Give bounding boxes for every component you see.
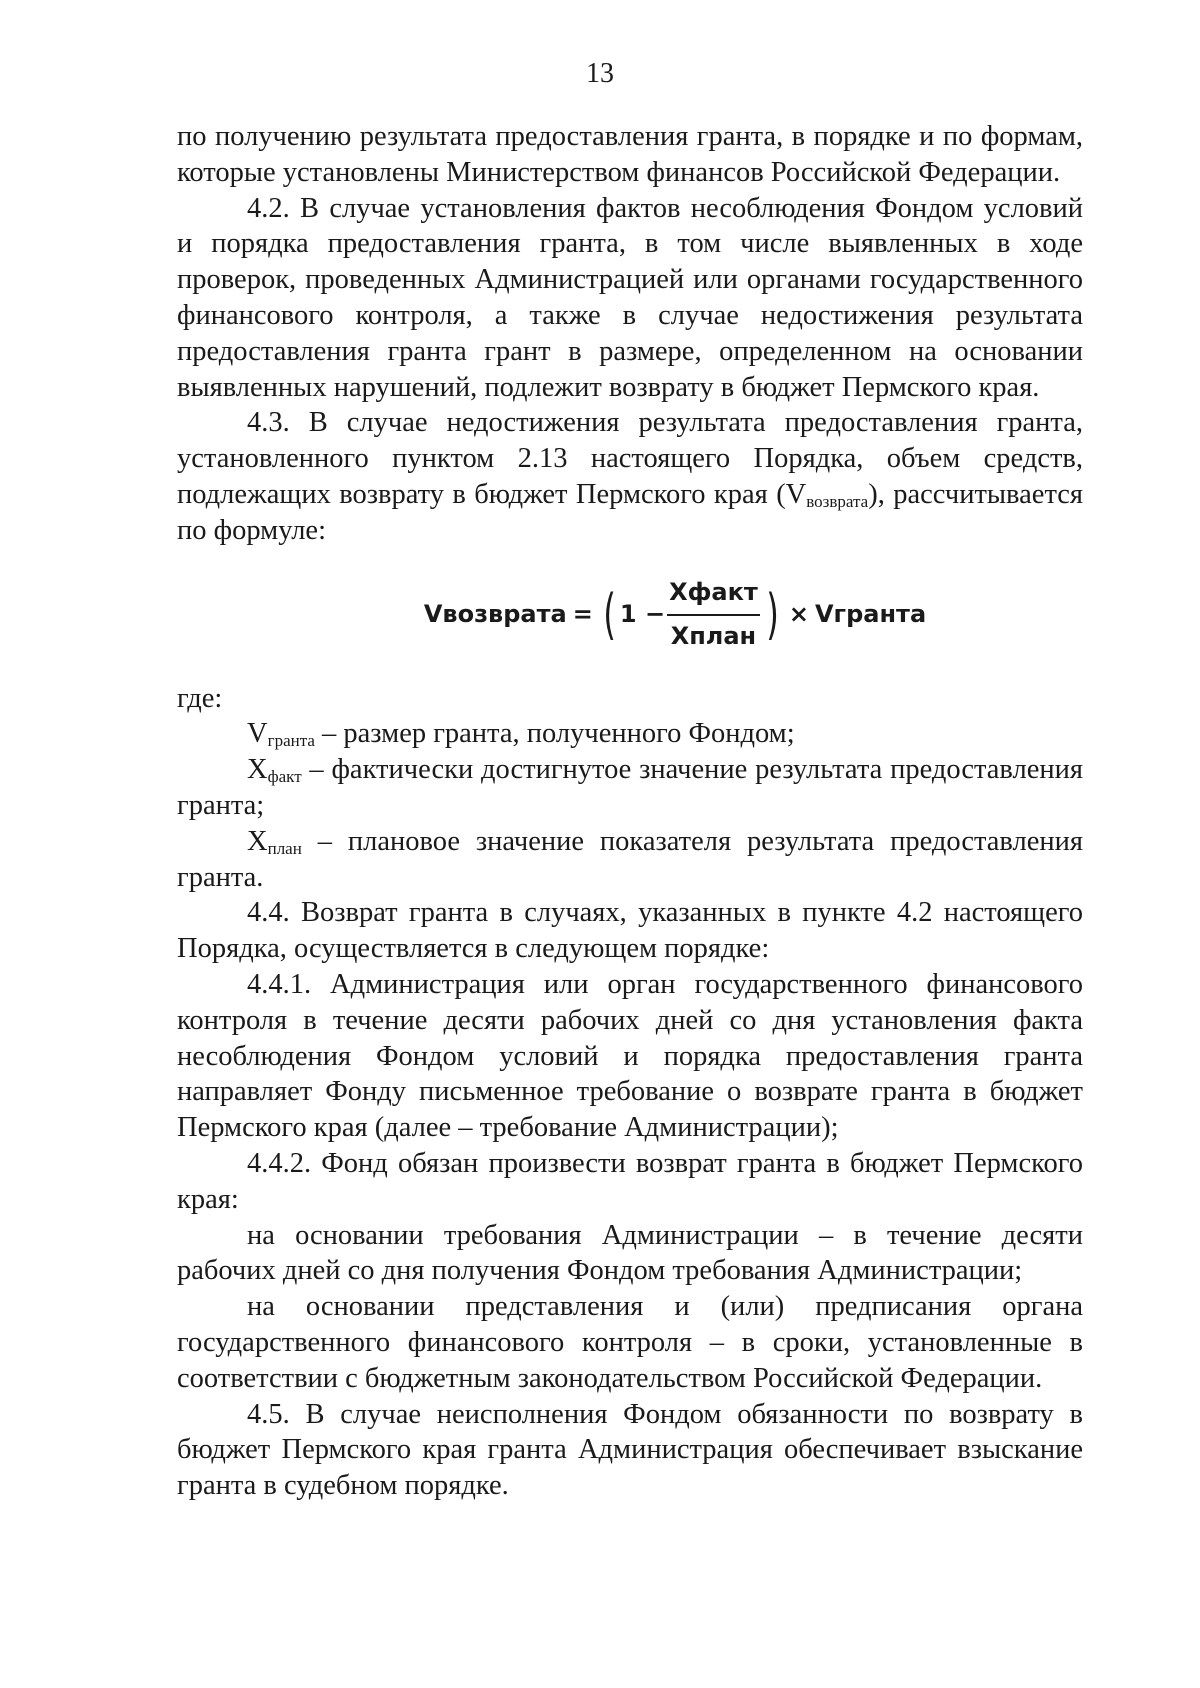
def2-symbol: Х [247, 754, 268, 786]
paragraph-4-1-end: по получению результата предоставления гранта, в порядке и по формам, которые установлены Министерством финансов Российской Федерации. [177, 121, 1083, 188]
definition-x-fakt [177, 752, 1083, 824]
document-body [177, 119, 1083, 1504]
paragraph-4-4-2: 4.4.2. Фонд обязан произвести возврат гранта в бюджет Пермского края: [177, 1147, 1083, 1215]
paragraph-4-4-1: 4.4.1. Администрация или орган государственного финансового контроля в течение десяти рабочих дней со дня установления факта несоблюдения Фондом условий и порядка предоставления гранта направляет Фонду письменное требование о возврате гранта в бюджет Пермского края (далее – требование Администрации); [177, 968, 1083, 1144]
formula-left-paren: ( [603, 582, 616, 646]
paragraph-4-4: 4.4. Возврат гранта в случаях, указанных в пункте 4.2 настоящего Порядка, осуществляется в следующем порядке: [177, 897, 1083, 965]
def3-text: – плановое значение показателя результата предоставления гранта. [177, 825, 1083, 893]
formula-right-paren: ) [765, 582, 779, 646]
paragraph-4-3 [177, 405, 1083, 548]
def3-symbol: Х [247, 825, 268, 857]
formula-rhs: Vгранта [814, 599, 927, 628]
def1-text: – размер гранта, полученного Фондом; [314, 718, 795, 750]
refund-formula [267, 549, 1083, 681]
formula-numerator: Хфакт [667, 575, 760, 616]
definition-v-granta [177, 716, 1083, 752]
def2-subscript: факт [267, 767, 302, 787]
paragraph-4-2: 4.2. В случае установления фактов несоблюдения Фондом условий и порядка предоставления гранта, в том числе выявленных в ходе проверок, проведенных Администрацией или органами государственного финансового контроля, а также в случае недостижения результата предоставления гранта грант в размере, определенном на основании выявленных нарушений, подлежит возврату в бюджет Пермского края. [177, 192, 1083, 403]
def1-symbol: V [247, 718, 268, 750]
formula-lhs: Vвозврата [423, 599, 567, 628]
paragraph-4-3-text-a: 4.3. В случае недостижения результата предоставления гранта, установленного пунктом 2.13 настоящего Порядка, объем средств, подлежащих возврату в бюджет Пермского края (V [177, 407, 1083, 510]
definition-x-plan [177, 824, 1083, 896]
formula-equals: = [572, 599, 593, 628]
subscript-vozvrata: возврата [806, 491, 869, 511]
formula-one-minus: 1 − [619, 599, 666, 628]
where-label: где: [177, 682, 223, 714]
paragraph-4-5: 4.5. В случае неисполнения Фондом обязанности по возврату в бюджет Пермского края гранта Администрация обеспечивает взыскание гранта в судебном порядке. [177, 1398, 1083, 1502]
formula-denominator: Хплан [670, 621, 757, 650]
def3-subscript: план [267, 838, 302, 858]
paragraph-4-3-text-b: ), рассчитывается по формуле: [177, 478, 1083, 546]
page-number: 13 [586, 58, 614, 89]
formula-fraction [667, 575, 760, 655]
def1-subscript: гранта [267, 731, 315, 751]
formula-times: × [788, 599, 809, 628]
def2-text: – фактически достигнутое значение результата предоставления гранта; [177, 754, 1083, 821]
paragraph-control-body: на основании представления и (или) предписания органа государственного финансового контроля – в сроки, установленные в соответствии с бюджетным законодательством Российской Федерации. [177, 1291, 1083, 1394]
paragraph-admin-requirement: на основании требования Администрации – в течение десяти рабочих дней со дня получения Фондом требования Администрации; [177, 1219, 1083, 1287]
